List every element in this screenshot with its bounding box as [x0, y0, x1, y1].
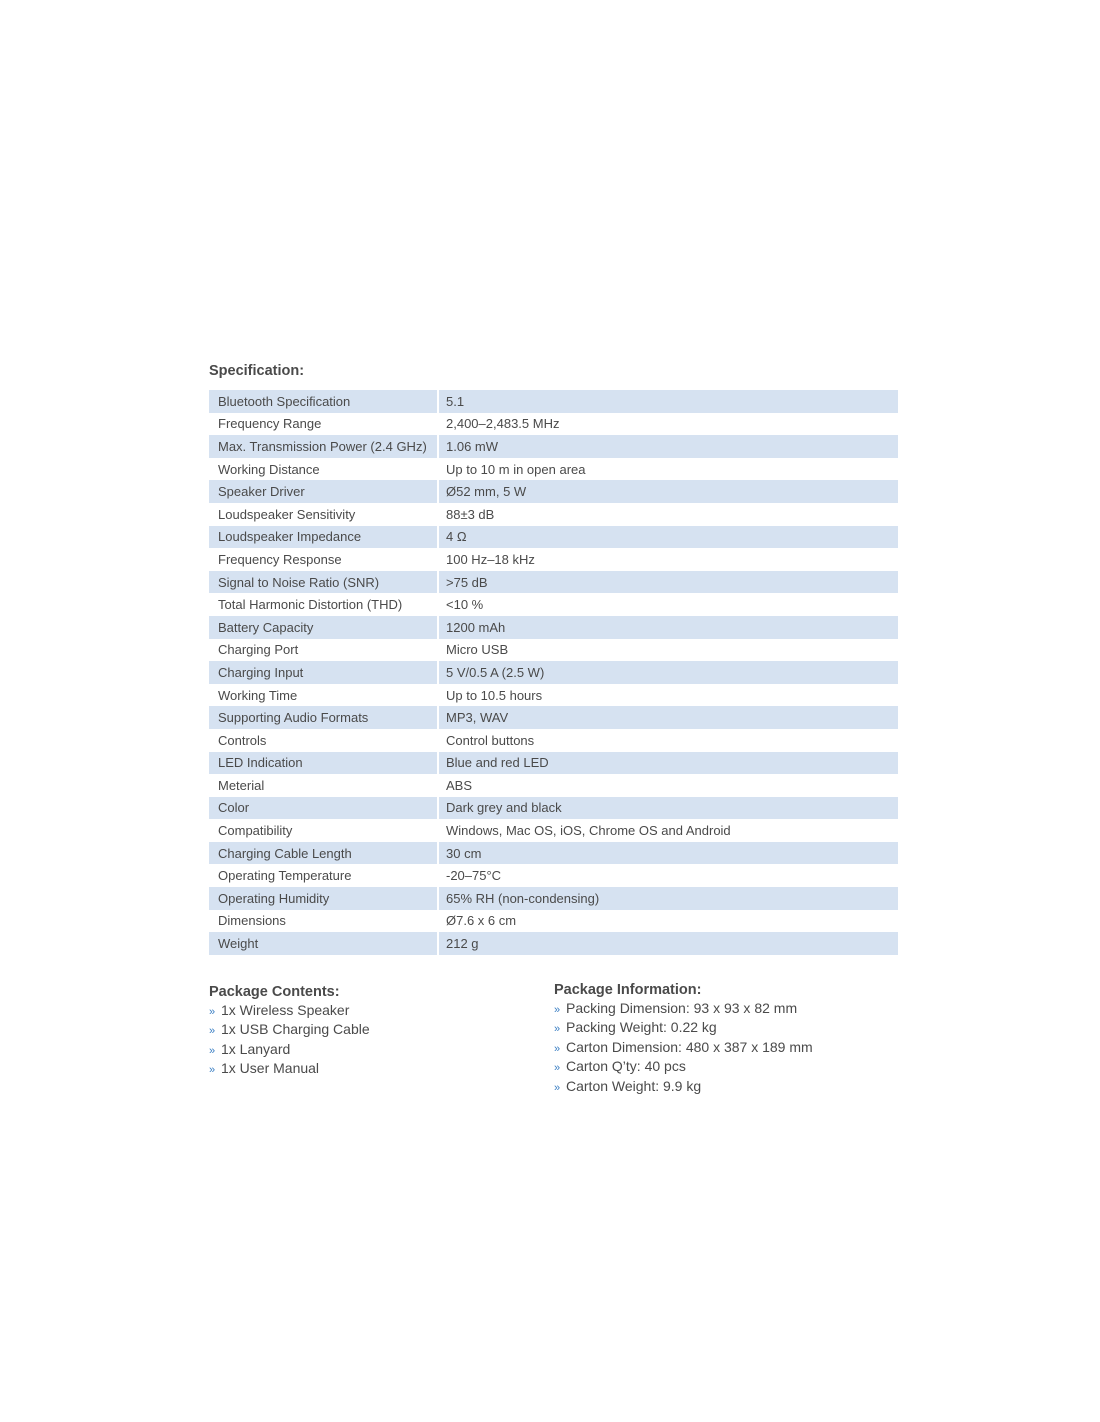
- spec-label: Compatibility: [209, 819, 438, 842]
- spec-row: [209, 458, 898, 481]
- package-information-item: [554, 1078, 813, 1098]
- package-contents-item: [209, 1002, 370, 1022]
- spec-row: [209, 503, 898, 526]
- spec-row: [209, 435, 898, 458]
- spec-label: Color: [209, 797, 438, 820]
- package-information-list: [554, 1000, 813, 1098]
- spec-row: [209, 910, 898, 933]
- spec-row: [209, 639, 898, 662]
- package-information-item-text: Carton Dimension: 480 x 387 x 189 mm: [566, 1038, 813, 1055]
- bullet-icon: »: [209, 1005, 216, 1018]
- spec-value: 88±3 dB: [438, 503, 898, 526]
- package-information-item-text: Packing Weight: 0.22 kg: [566, 1019, 717, 1036]
- package-information-item: [554, 1039, 813, 1059]
- bullet-icon: »: [554, 1003, 561, 1016]
- bullet-icon: »: [209, 1044, 216, 1057]
- specification-heading: Specification:: [209, 363, 305, 379]
- spec-label: Working Time: [209, 684, 438, 707]
- spec-value: 5 V/0.5 A (2.5 W): [438, 661, 898, 684]
- spec-label: Signal to Noise Ratio (SNR): [209, 571, 438, 594]
- spec-row: [209, 593, 898, 616]
- specification-table: [209, 390, 898, 955]
- spec-label: Frequency Range: [209, 413, 438, 436]
- spec-value: <10 %: [438, 593, 898, 616]
- bullet-icon: »: [554, 1062, 561, 1075]
- package-information-item: [554, 1000, 813, 1020]
- spec-label: Charging Port: [209, 639, 438, 662]
- spec-label: Loudspeaker Impedance: [209, 526, 438, 549]
- spec-row: [209, 413, 898, 436]
- spec-row: [209, 706, 898, 729]
- spec-label: Working Distance: [209, 458, 438, 481]
- spec-value: -20–75°C: [438, 864, 898, 887]
- spec-row: [209, 729, 898, 752]
- package-contents-title: Package Contents:: [209, 984, 340, 1000]
- spec-row: [209, 819, 898, 842]
- spec-value: Micro USB: [438, 639, 898, 662]
- spec-row: [209, 390, 898, 413]
- spec-value: 2,400–2,483.5 MHz: [438, 413, 898, 436]
- spec-row: [209, 548, 898, 571]
- spec-row: [209, 616, 898, 639]
- spec-value: 5.1: [438, 390, 898, 413]
- spec-value: Up to 10 m in open area: [438, 458, 898, 481]
- spec-value: Ø52 mm, 5 W: [438, 480, 898, 503]
- spec-row: [209, 526, 898, 549]
- package-contents-item-text: 1x User Manual: [221, 1060, 320, 1077]
- package-information-item: [554, 1058, 813, 1078]
- spec-label: Total Harmonic Distortion (THD): [209, 593, 438, 616]
- package-contents-section: [209, 984, 370, 1080]
- spec-label: Bluetooth Specification: [209, 390, 438, 413]
- package-contents-item: [209, 1021, 370, 1041]
- bullet-icon: »: [554, 1042, 561, 1055]
- spec-value: 65% RH (non-condensing): [438, 887, 898, 910]
- spec-row: [209, 864, 898, 887]
- spec-value: Control buttons: [438, 729, 898, 752]
- spec-value: 30 cm: [438, 842, 898, 865]
- spec-label: Operating Temperature: [209, 864, 438, 887]
- spec-label: Operating Humidity: [209, 887, 438, 910]
- spec-row: [209, 797, 898, 820]
- spec-value: Dark grey and black: [438, 797, 898, 820]
- spec-row: [209, 887, 898, 910]
- spec-row: [209, 842, 898, 865]
- spec-value: Ø7.6 x 6 cm: [438, 910, 898, 933]
- package-information-item: [554, 1019, 813, 1039]
- spec-value: 100 Hz–18 kHz: [438, 548, 898, 571]
- spec-value: Windows, Mac OS, iOS, Chrome OS and Android: [438, 819, 898, 842]
- spec-value: 212 g: [438, 932, 898, 955]
- bullet-icon: »: [554, 1081, 561, 1094]
- spec-row: [209, 774, 898, 797]
- package-information-section: [554, 982, 813, 1097]
- spec-value: MP3, WAV: [438, 706, 898, 729]
- spec-value: >75 dB: [438, 571, 898, 594]
- package-contents-item: [209, 1060, 370, 1080]
- spec-value: 1.06 mW: [438, 435, 898, 458]
- bullet-icon: »: [209, 1025, 216, 1038]
- spec-label: Weight: [209, 932, 438, 955]
- spec-label: Meterial: [209, 774, 438, 797]
- spec-value: 4 Ω: [438, 526, 898, 549]
- spec-value: Blue and red LED: [438, 752, 898, 775]
- spec-row: [209, 684, 898, 707]
- spec-label: Max. Transmission Power (2.4 GHz): [209, 435, 438, 458]
- spec-label: Frequency Response: [209, 548, 438, 571]
- spec-row: [209, 571, 898, 594]
- package-information-title: Package Information:: [554, 982, 702, 998]
- spec-row: [209, 661, 898, 684]
- package-information-item-text: Carton Q’ty: 40 pcs: [566, 1058, 686, 1075]
- bullet-icon: »: [209, 1064, 216, 1077]
- spec-value: Up to 10.5 hours: [438, 684, 898, 707]
- package-contents-item-text: 1x USB Charging Cable: [221, 1021, 370, 1038]
- package-contents-item-text: 1x Lanyard: [221, 1040, 291, 1057]
- spec-label: Charging Cable Length: [209, 842, 438, 865]
- spec-value: ABS: [438, 774, 898, 797]
- package-contents-list: [209, 1002, 370, 1080]
- package-contents-item: [209, 1041, 370, 1061]
- spec-label: Speaker Driver: [209, 480, 438, 503]
- spec-label: LED Indication: [209, 752, 438, 775]
- package-information-item-text: Packing Dimension: 93 x 93 x 82 mm: [566, 999, 798, 1016]
- specification-table-body: [209, 390, 898, 955]
- spec-label: Loudspeaker Sensitivity: [209, 503, 438, 526]
- spec-label: Charging Input: [209, 661, 438, 684]
- spec-label: Dimensions: [209, 910, 438, 933]
- spec-label: Supporting Audio Formats: [209, 706, 438, 729]
- package-contents-item-text: 1x Wireless Speaker: [221, 1001, 350, 1018]
- spec-label: Battery Capacity: [209, 616, 438, 639]
- spec-row: [209, 932, 898, 955]
- spec-label: Controls: [209, 729, 438, 752]
- spec-row: [209, 480, 898, 503]
- package-information-item-text: Carton Weight: 9.9 kg: [566, 1077, 702, 1094]
- bullet-icon: »: [554, 1023, 561, 1036]
- spec-value: 1200 mAh: [438, 616, 898, 639]
- spec-row: [209, 752, 898, 775]
